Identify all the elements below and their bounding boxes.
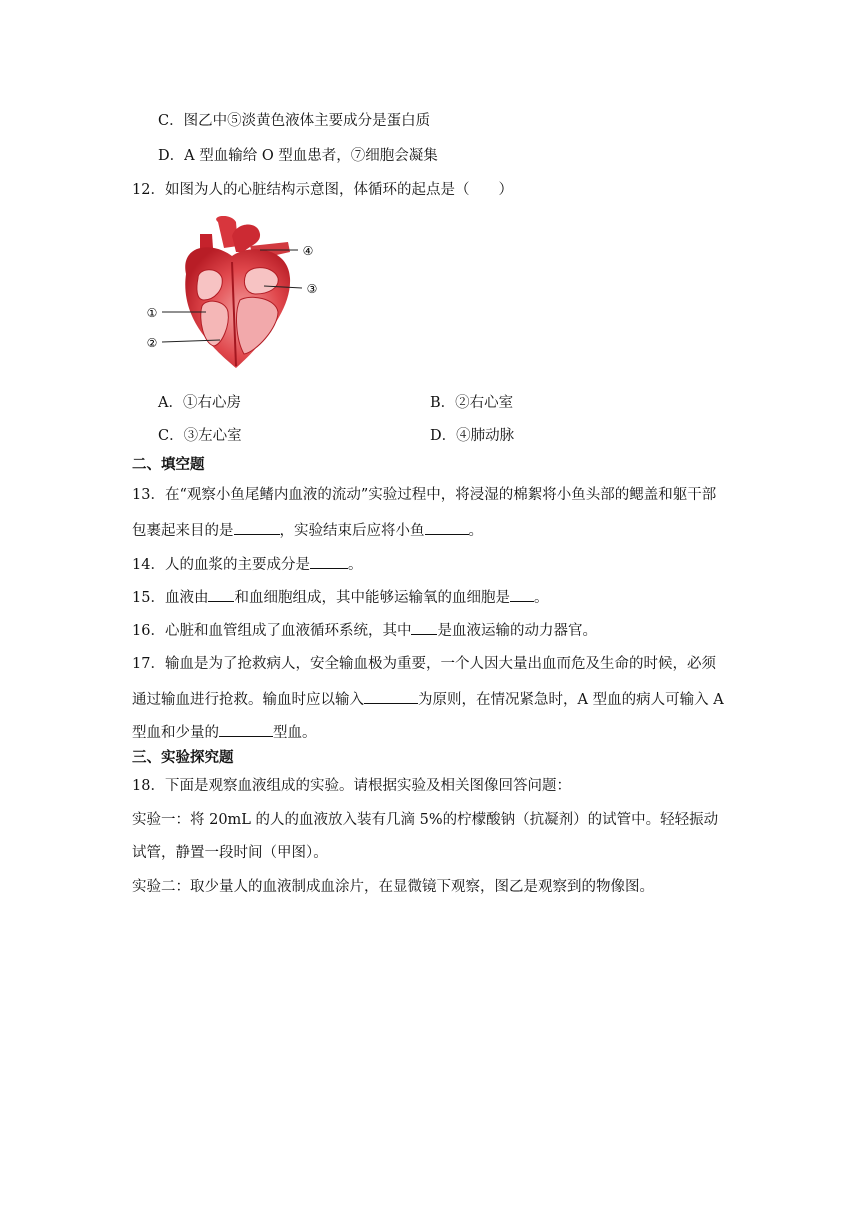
- q17-blank-1[interactable]: [364, 688, 418, 704]
- q12-option-b: B．②右心室: [430, 395, 514, 411]
- q18-exp2: 实验二：取少量人的血液制成血涂片，在显微镜下观察，图乙是观察到的物像图。: [132, 879, 654, 895]
- q17-text-d: 型血。: [273, 725, 317, 741]
- q17-text-b: 为原则，在情况紧急时，A 型血的病人可输入 A: [418, 692, 724, 708]
- label-2: ②: [146, 336, 158, 350]
- q15-blank-2[interactable]: [510, 586, 534, 602]
- q15-text-b: 和血细胞组成，其中能够运输氧的血细胞是: [234, 590, 510, 606]
- label-4: ④: [302, 244, 314, 258]
- label-3: ③: [306, 282, 318, 296]
- q17-blank-2[interactable]: [219, 721, 273, 737]
- q16-text-b: 是血液运输的动力器官。: [437, 623, 597, 639]
- q17-line2: [132, 688, 724, 710]
- q12-option-a: A．①右心房: [158, 395, 241, 411]
- q16: [132, 619, 597, 641]
- q11-option-d: D．A 型血输给 O 型血患者，⑦细胞会凝集: [158, 148, 438, 164]
- heart-diagram: [140, 216, 330, 376]
- section-experiment-title: 三、实验探究题: [132, 750, 234, 766]
- q18-exp1-line1: 实验一：将 20mL 的人的血液放入装有几滴 5%的柠檬酸钠（抗凝剂）的试管中。轻轻振动: [132, 812, 719, 828]
- q13-text-b: ，实验结束后应将小鱼: [279, 523, 425, 539]
- q11-option-c: C．图乙中⑤淡黄色液体主要成分是蛋白质: [158, 113, 431, 129]
- q14-text-a: 14．人的血浆的主要成分是: [132, 557, 310, 573]
- q13-line2: [132, 519, 483, 541]
- q17-line1: 17．输血是为了抢救病人，安全输血极为重要，一个人因大量出血而危及生命的时候，必须: [132, 656, 716, 672]
- q15-blank-1[interactable]: [208, 586, 234, 602]
- q17-line3: [132, 721, 317, 743]
- q16-text-a: 16．心脏和血管组成了血液循环系统，其中: [132, 623, 412, 639]
- section-fill-in-title: 二、填空题: [132, 457, 205, 473]
- q18-exp1-line2: 试管，静置一段时间（甲图）。: [132, 845, 328, 861]
- q15-text-a: 15．血液由: [132, 590, 209, 606]
- q14: [132, 553, 362, 575]
- q13-blank-2[interactable]: [425, 519, 469, 535]
- q17-text-a: 通过输血进行抢救。输血时应以输入: [132, 692, 364, 708]
- q17-text-c: 型血和少量的: [132, 725, 219, 741]
- q12-option-c: C．③左心室: [158, 428, 242, 444]
- q13-blank-1[interactable]: [234, 519, 280, 535]
- q12-option-d: D．④肺动脉: [430, 428, 515, 444]
- q13-text-c: 。: [468, 523, 483, 539]
- heart-illustration: [140, 216, 330, 376]
- q16-blank[interactable]: [411, 619, 437, 635]
- label-1: ①: [146, 306, 158, 320]
- q13-text-a: 包裹起来目的是: [132, 523, 234, 539]
- q15: [132, 586, 548, 608]
- q12-stem: 12．如图为人的心脏结构示意图，体循环的起点是（ ）: [132, 182, 513, 198]
- q14-text-b: 。: [347, 557, 363, 573]
- q15-text-c: 。: [533, 590, 549, 606]
- q18-stem: 18．下面是观察血液组成的实验。请根据实验及相关图像回答问题：: [132, 778, 571, 794]
- q13-line1: 13．在“观察小鱼尾鳍内血液的流动”实验过程中，将浸湿的棉絮将小鱼头部的鳃盖和躯干部: [132, 487, 717, 503]
- q14-blank[interactable]: [310, 553, 348, 569]
